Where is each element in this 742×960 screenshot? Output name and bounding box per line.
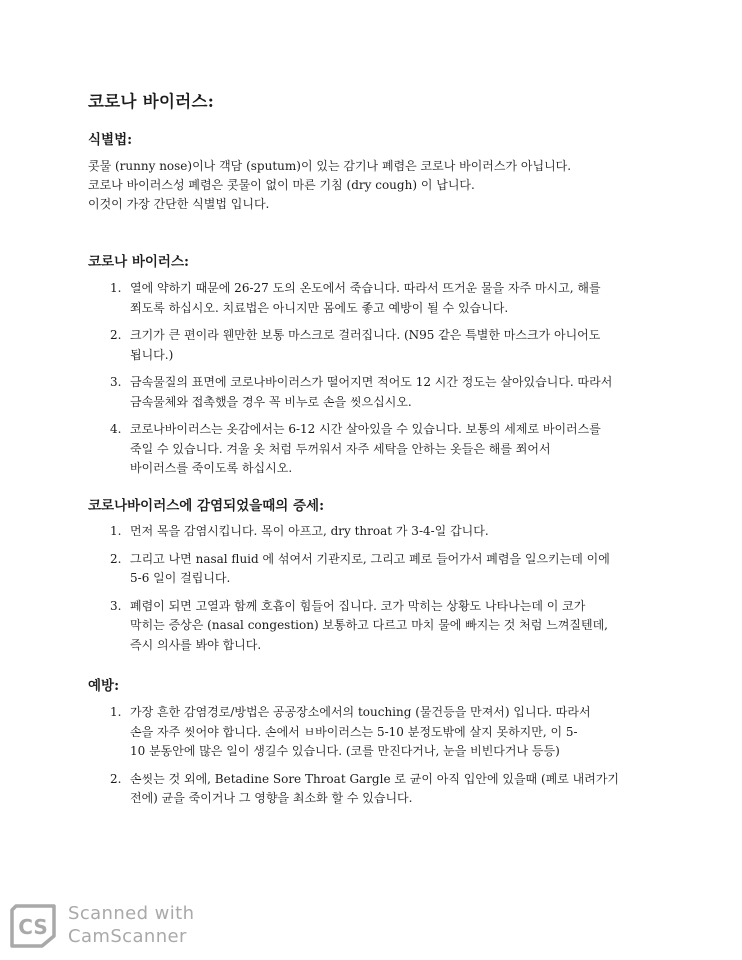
watermark-line-1: Scanned with bbox=[68, 903, 195, 924]
list-number: 2. bbox=[110, 328, 122, 342]
list-item bbox=[88, 770, 688, 809]
list-number: 2. bbox=[110, 771, 122, 786]
section-heading-prevention: 예방: bbox=[88, 678, 120, 694]
list-item-line: 금속물질의 표면에 코로나바이러스가 떨어지면 적어도 12 시간 정도는 살아있습니다. 따라서 bbox=[130, 375, 613, 389]
list-item bbox=[88, 550, 688, 589]
camscanner-watermark bbox=[8, 898, 208, 950]
list-item bbox=[88, 703, 688, 762]
list-item-line: 됩니다.) bbox=[130, 347, 174, 362]
list-number: 3. bbox=[110, 375, 122, 389]
list-item-line: 코로나바이러스는 옷감에서는 6-12 시간 살아있을 수 있습니다. 보통의 세제로 바이러스를 bbox=[130, 422, 601, 436]
list-item-line: 10 분동안에 많은 일이 생길수 있습니다. (코를 만진다거나, 눈을 비빈다거나 등등) bbox=[130, 744, 560, 758]
prevention-list bbox=[88, 703, 688, 809]
list-item bbox=[88, 373, 688, 412]
identification-paragraph bbox=[88, 157, 668, 214]
list-item-line: 막히는 증상은 (nasal congestion) 보통하고 다르고 마치 물에 빠지는 것 처럼 느껴질텐데, bbox=[130, 618, 608, 632]
paragraph-line: 이것이 가장 간단한 식별법 입니다. bbox=[88, 197, 270, 211]
list-item-line: 열에 약하기 때문에 26-27 도의 온도에서 죽습니다. 따라서 뜨거운 물을 자주 마시고, 해를 bbox=[130, 281, 601, 295]
section-heading-symptoms: 코로나바이러스에 감염되었을때의 증세: bbox=[88, 498, 325, 514]
section-heading-coronavirus: 코로나 바이러스: bbox=[88, 254, 189, 270]
list-item bbox=[88, 522, 688, 542]
list-number: 3. bbox=[110, 598, 122, 613]
list-item-line: 전에) 균을 죽이거나 그 영향을 최소화 할 수 있습니다. bbox=[130, 791, 413, 805]
list-item bbox=[88, 597, 688, 656]
list-item-line: 크기가 큰 편이라 웬만한 보통 마스크로 걸러집니다. (N95 같은 특별한 마스크가 아니어도 bbox=[130, 328, 601, 342]
list-item-line: 손을 자주 씻어야 합니다. 손에서 ㅂ바이러스는 5-10 분정도밖에 살지 못하지만, 이 5- bbox=[130, 724, 578, 739]
list-item-line: 그리고 나면 nasal fluid 에 섞여서 기관지로, 그리고 폐로 들어가서 폐렴을 일으키는데 이에 bbox=[130, 551, 610, 566]
watermark-line-2: CamScanner bbox=[68, 926, 187, 947]
list-number: 1. bbox=[110, 281, 122, 295]
list-item-line: 손씻는 것 외에, Betadine Sore Throat Gargle 로 균이 아직 입안에 있을때 (폐로 내려가기 bbox=[130, 771, 619, 786]
camscanner-logo-text: CS bbox=[18, 915, 48, 939]
watermark-text bbox=[68, 902, 194, 948]
symptoms-list bbox=[88, 522, 688, 655]
camscanner-logo-icon bbox=[8, 904, 58, 948]
list-item-line: 먼저 목을 감염시킵니다. 목이 아프고, dry throat 가 3-4-일 갑니다. bbox=[130, 524, 489, 538]
list-number: 1. bbox=[110, 705, 122, 719]
list-number: 2. bbox=[110, 551, 122, 566]
list-item-line: 쬐도록 하십시오. 치료법은 아니지만 몸에도 좋고 예방이 될 수 있습니다. bbox=[130, 300, 509, 315]
list-number: 1. bbox=[110, 524, 122, 538]
list-number: 4. bbox=[110, 422, 122, 436]
section-heading-identification: 식별법: bbox=[88, 132, 133, 148]
coronavirus-facts-list bbox=[88, 279, 688, 479]
list-item-line: 폐렴이 되면 고열과 함께 호흡이 힘들어 집니다. 코가 막히는 상황도 나타나는데 이 코가 bbox=[130, 598, 586, 613]
list-item-line: 즉시 의사를 봐야 합니다. bbox=[130, 637, 262, 652]
list-item-line: 금속물체와 접촉했을 경우 꼭 비누로 손을 씻으십시오. bbox=[130, 394, 412, 409]
list-item bbox=[88, 279, 688, 318]
list-item-line: 죽일 수 있습니다. 겨울 옷 처럼 두꺼워서 자주 세탁을 안하는 옷들은 해를 쬐어서 bbox=[130, 441, 551, 456]
list-item-line: 5-6 일이 걸립니다. bbox=[130, 571, 231, 585]
list-item bbox=[88, 326, 688, 365]
document-title: 코로나 바이러스: bbox=[88, 92, 215, 111]
list-item-line: 바이러스를 죽이도록 하십시오. bbox=[130, 461, 293, 475]
paragraph-line: 콧물 (runny nose)이나 객담 (sputum)이 있는 감기나 폐렴은 코로나 바이러스가 아닙니다. bbox=[88, 159, 572, 173]
list-item-line: 가장 흔한 감염경로/방법은 공공장소에서의 touching (물건등을 만져서) 입니다. 따라서 bbox=[130, 705, 591, 719]
list-item bbox=[88, 420, 688, 479]
paragraph-line: 코로나 바이러스성 폐렴은 콧물이 없이 마른 기침 (dry cough) 이 납니다. bbox=[88, 178, 475, 192]
